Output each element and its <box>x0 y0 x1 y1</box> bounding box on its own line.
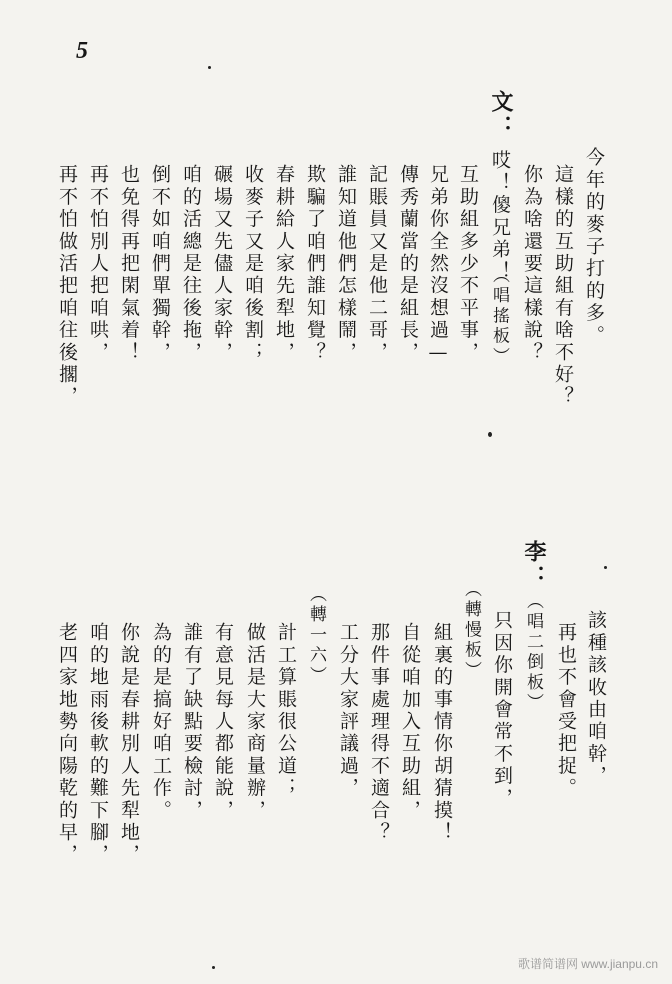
upper-line-15: 倒不如咱們單獨幹， <box>149 164 171 364</box>
upper-note-yaoban: （唱搖板） <box>489 266 509 367</box>
lower-line-8: 計工算賬很公道； <box>275 622 297 800</box>
lower-line-7: 工分大家評議過， <box>337 622 359 800</box>
upper-line-14: 咱的活總是往後拖， <box>180 164 202 364</box>
speaker-wen: 文： <box>488 90 514 141</box>
upper-line-2: 這樣的互助組有啥不好？ <box>552 164 574 409</box>
page-number: 5 <box>76 38 88 64</box>
lower-line-5: 自從咱加入互助組， <box>399 622 421 822</box>
lower-line-13: 你說是春耕別人先犁地， <box>118 622 140 867</box>
lower-line-15: 老四家地勢向陽乾的早， <box>56 622 78 867</box>
upper-line-9: 誰知道他們怎樣鬧， <box>335 164 357 364</box>
lower-line-2: 再也不會受把捉。 <box>555 622 577 800</box>
lower-line-10: 有意見每人都能說， <box>212 622 234 822</box>
upper-line-11: 春耕給人家先犁地， <box>273 164 295 364</box>
print-speck <box>604 566 607 569</box>
lower-line-6: 那件事處理得不適合？ <box>368 622 390 844</box>
lower-note-yiliu: （轉一六） <box>306 585 326 686</box>
upper-line-7: 傳秀蘭當的是組長， <box>397 164 419 364</box>
lower-line-4: 組裏的事情你胡猜摸！ <box>431 622 453 844</box>
upper-line-16: 也免得再把閑氣着！ <box>118 164 140 364</box>
upper-line-1: 今年的麥子打的多。 <box>583 147 605 347</box>
lower-line-14: 咱的地雨後軟的難下腳， <box>87 622 109 867</box>
upper-line-6: 兄弟你全然沒想過— <box>427 164 449 367</box>
lower-note-erdaoban: （唱二倒板） <box>523 592 543 714</box>
lower-line-3: 只因你開會常不到， <box>491 610 513 810</box>
upper-line-8: 記賬員又是他二哥， <box>366 164 388 364</box>
upper-line-18: 再不怕做活把咱往後擱， <box>56 164 78 409</box>
lower-line-1: 該種該收由咱幹， <box>585 610 607 788</box>
print-speck <box>208 66 211 69</box>
print-speck <box>212 966 215 969</box>
upper-line-17: 再不怕別人把咱哄， <box>87 164 109 364</box>
lower-line-11: 誰有了缺點要檢討， <box>181 622 203 822</box>
upper-line-4: 哎！傻兄弟！ <box>489 150 511 284</box>
upper-line-10: 欺騙了咱們誰知覺？ <box>304 164 326 364</box>
lower-line-12: 為的是搞好咱工作。 <box>150 622 172 822</box>
upper-line-13: 碾場又先儘人家幹， <box>211 164 233 364</box>
watermark-footer: 歌谱简谱网 www.jianpu.cn <box>517 957 658 971</box>
upper-line-3: 你為啥還要這樣說？ <box>521 164 543 364</box>
lower-line-9: 做活是大家商量辦， <box>244 622 266 822</box>
lower-note-manban: （轉慢板） <box>461 580 481 681</box>
upper-line-12: 收麥子又是咱後割； <box>242 164 264 364</box>
upper-line-5: 互助組多少不平事， <box>457 164 479 364</box>
speaker-li: 李： <box>521 540 547 591</box>
print-speck <box>488 432 492 437</box>
